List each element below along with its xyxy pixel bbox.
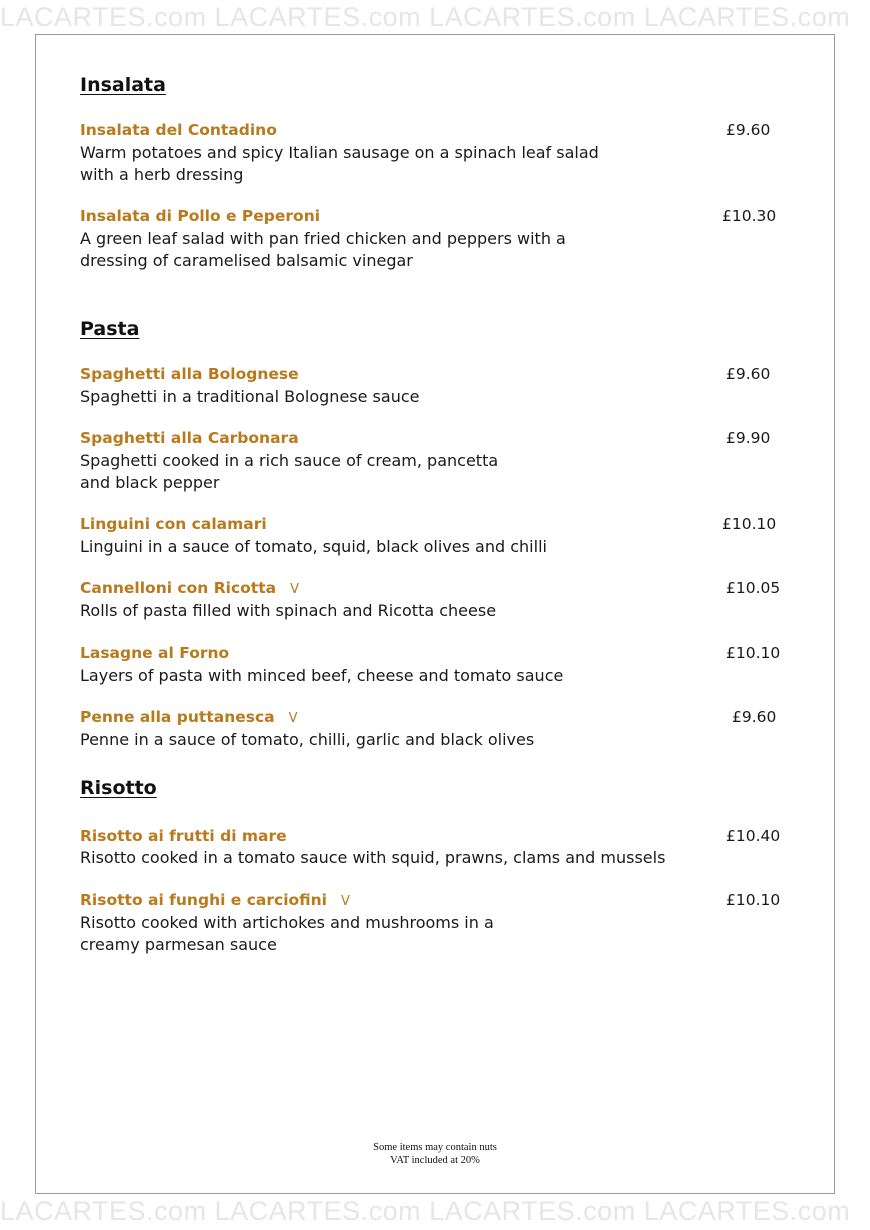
- dish-name: Insalata di Pollo e Peperoni: [80, 207, 321, 225]
- dish-description: Warm potatoes and spicy Italian sausage on a spinach leaf salad with a herb dressing: [80, 143, 599, 184]
- dish-price: £10.10: [726, 891, 781, 909]
- dish-name-text: Risotto ai funghi e carciofini: [80, 891, 327, 909]
- dish-name: [80, 579, 299, 597]
- dish-price: £9.60: [732, 708, 777, 726]
- dish-description: A green leaf salad with pan fried chicken and peppers with a dressing of caramelised balsamic vinegar: [80, 229, 566, 270]
- watermark-top: LACARTES.com LACARTES.com LACARTES.com LACARTES.com: [0, 2, 851, 32]
- dish-price: £10.10: [726, 644, 781, 662]
- dish-name: Lasagne al Forno: [80, 644, 230, 662]
- footer-notice: [335, 1141, 535, 1167]
- dish-price: £10.30: [722, 207, 777, 225]
- dish-name: Spaghetti alla Carbonara: [80, 429, 299, 447]
- section-title-insalata: Insalata: [80, 74, 166, 96]
- watermark-bottom: LACARTES.com LACARTES.com LACARTES.com LACARTES.com: [0, 1196, 851, 1226]
- vegetarian-mark: V: [341, 894, 350, 909]
- footer-nuts-note: Some items may contain nuts: [373, 1142, 497, 1153]
- dish-name: Risotto ai frutti di mare: [80, 827, 287, 845]
- dish-name: Insalata del Contadino: [80, 121, 277, 139]
- dish-price: £9.60: [726, 121, 771, 139]
- dish-name: [80, 708, 298, 726]
- dish-description: Penne in a sauce of tomato, chilli, garlic and black olives: [80, 730, 535, 749]
- vegetarian-mark: V: [290, 582, 299, 597]
- section-title-risotto: Risotto: [80, 777, 157, 799]
- dish-name: Spaghetti alla Bolognese: [80, 365, 299, 383]
- dish-description: Spaghetti cooked in a rich sauce of cream, pancetta and black pepper: [80, 451, 499, 492]
- dish-name: [80, 891, 350, 909]
- dish-name: Linguini con calamari: [80, 515, 267, 533]
- dish-price: £10.05: [726, 579, 781, 597]
- dish-description: Spaghetti in a traditional Bolognese sauce: [80, 387, 420, 406]
- dish-description: Layers of pasta with minced beef, cheese and tomato sauce: [80, 666, 564, 685]
- section-title-pasta: Pasta: [80, 318, 140, 340]
- dish-description: Risotto cooked in a tomato sauce with squid, prawns, clams and mussels: [80, 848, 666, 867]
- dish-description: Risotto cooked with artichokes and mushrooms in a creamy parmesan sauce: [80, 913, 494, 954]
- dish-name-text: Cannelloni con Ricotta: [80, 579, 277, 597]
- dish-price: £10.10: [722, 515, 777, 533]
- vegetarian-mark: V: [288, 711, 298, 726]
- dish-price: £9.90: [726, 429, 771, 447]
- dish-price: £9.60: [726, 365, 771, 383]
- dish-description: Linguini in a sauce of tomato, squid, black olives and chilli: [80, 537, 547, 556]
- footer-vat-note: VAT included at 20%: [390, 1155, 480, 1166]
- dish-description: Rolls of pasta filled with spinach and Ricotta cheese: [80, 601, 497, 620]
- dish-price: £10.40: [726, 827, 781, 845]
- dish-name-text: Penne alla puttanesca: [80, 708, 275, 726]
